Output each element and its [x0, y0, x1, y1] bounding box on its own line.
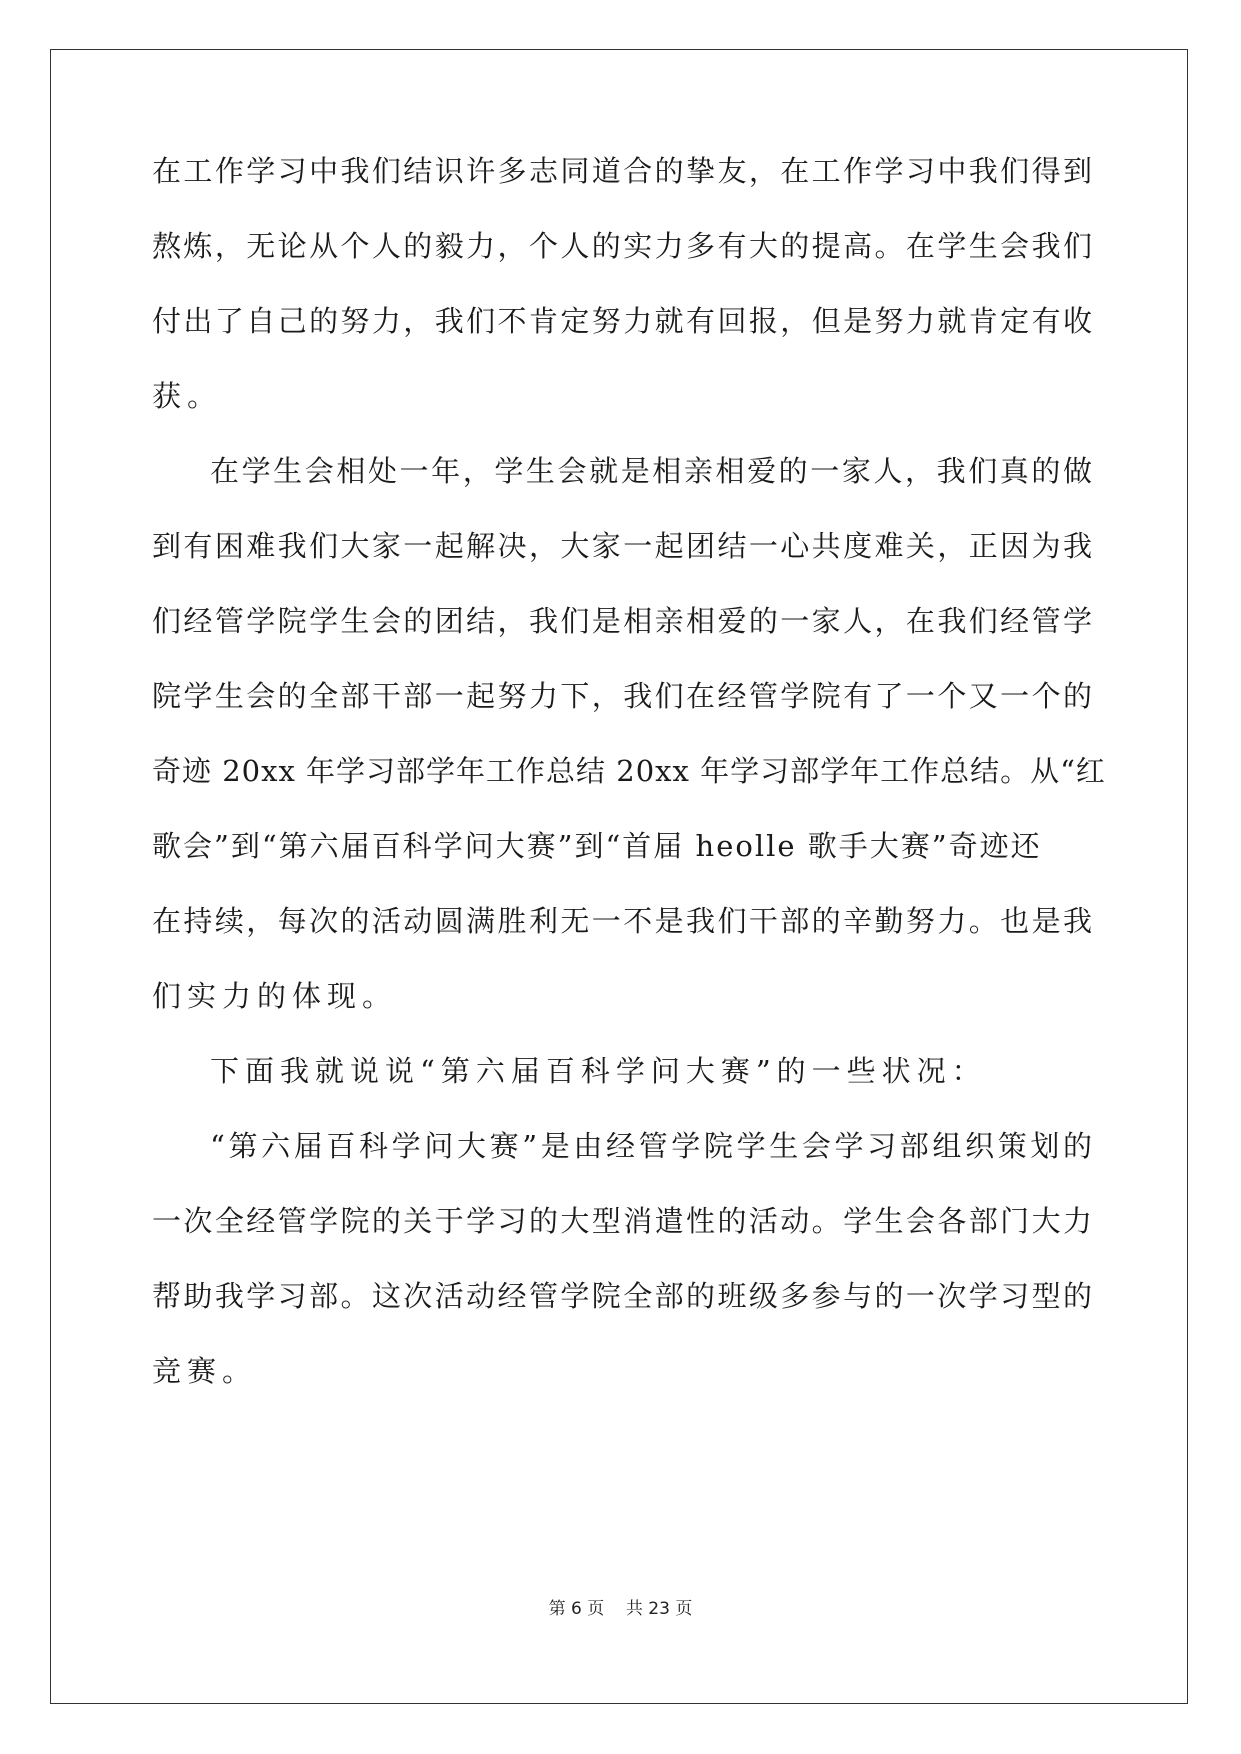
paragraph-1-line-3: 付出了自己的努力，我们不肯定努力就有回报，但是努力就肯定有收	[152, 304, 1092, 338]
paragraph-1-line-2: 熬炼，无论从个人的毅力，个人的实力多有大的提高。在学生会我们	[152, 229, 1092, 263]
paragraph-2-line-1: 在学生会相处一年，学生会就是相亲相爱的一家人，我们真的做	[210, 454, 1092, 488]
paragraph-2-line-5: 奇迹 20xx 年学习部学年工作总结 20xx 年学习部学年工作总结。从“红	[152, 754, 1106, 788]
paragraph-1-line-4: 获。	[152, 379, 223, 413]
page-frame	[50, 49, 1188, 1704]
paragraph-4-line-4: 竞赛。	[152, 1354, 258, 1388]
paragraph-4-line-2: 一次全经管学院的关于学习的大型消遣性的活动。学生会各部门大力	[152, 1204, 1092, 1238]
paragraph-2-line-7: 在持续，每次的活动圆满胜利无一不是我们干部的辛勤努力。也是我	[152, 904, 1092, 938]
paragraph-2-line-6: 歌会”到“第六届百科学问大赛”到“首届 heolle 歌手大赛”奇迹还	[152, 829, 1042, 863]
page-number-footer: 第 6 页 共 23 页	[548, 1599, 693, 1619]
paragraph-2-line-8: 们实力的体现。	[152, 979, 398, 1013]
paragraph-3-line-1: 下面我就说说“第六届百科学问大赛”的一些状况：	[210, 1054, 987, 1088]
paragraph-1-line-1: 在工作学习中我们结识许多志同道合的挚友，在工作学习中我们得到	[152, 154, 1092, 188]
paragraph-4-line-1: “第六届百科学问大赛”是由经管学院学生会学习部组织策划的	[210, 1129, 1092, 1163]
paragraph-2-line-4: 院学生会的全部干部一起努力下，我们在经管学院有了一个又一个的	[152, 679, 1092, 713]
paragraph-4-line-3: 帮助我学习部。这次活动经管学院全部的班级多参与的一次学习型的	[152, 1279, 1092, 1313]
paragraph-2-line-2: 到有困难我们大家一起解决，大家一起团结一心共度难关，正因为我	[152, 529, 1092, 563]
paragraph-2-line-3: 们经管学院学生会的团结，我们是相亲相爱的一家人，在我们经管学	[152, 604, 1092, 638]
